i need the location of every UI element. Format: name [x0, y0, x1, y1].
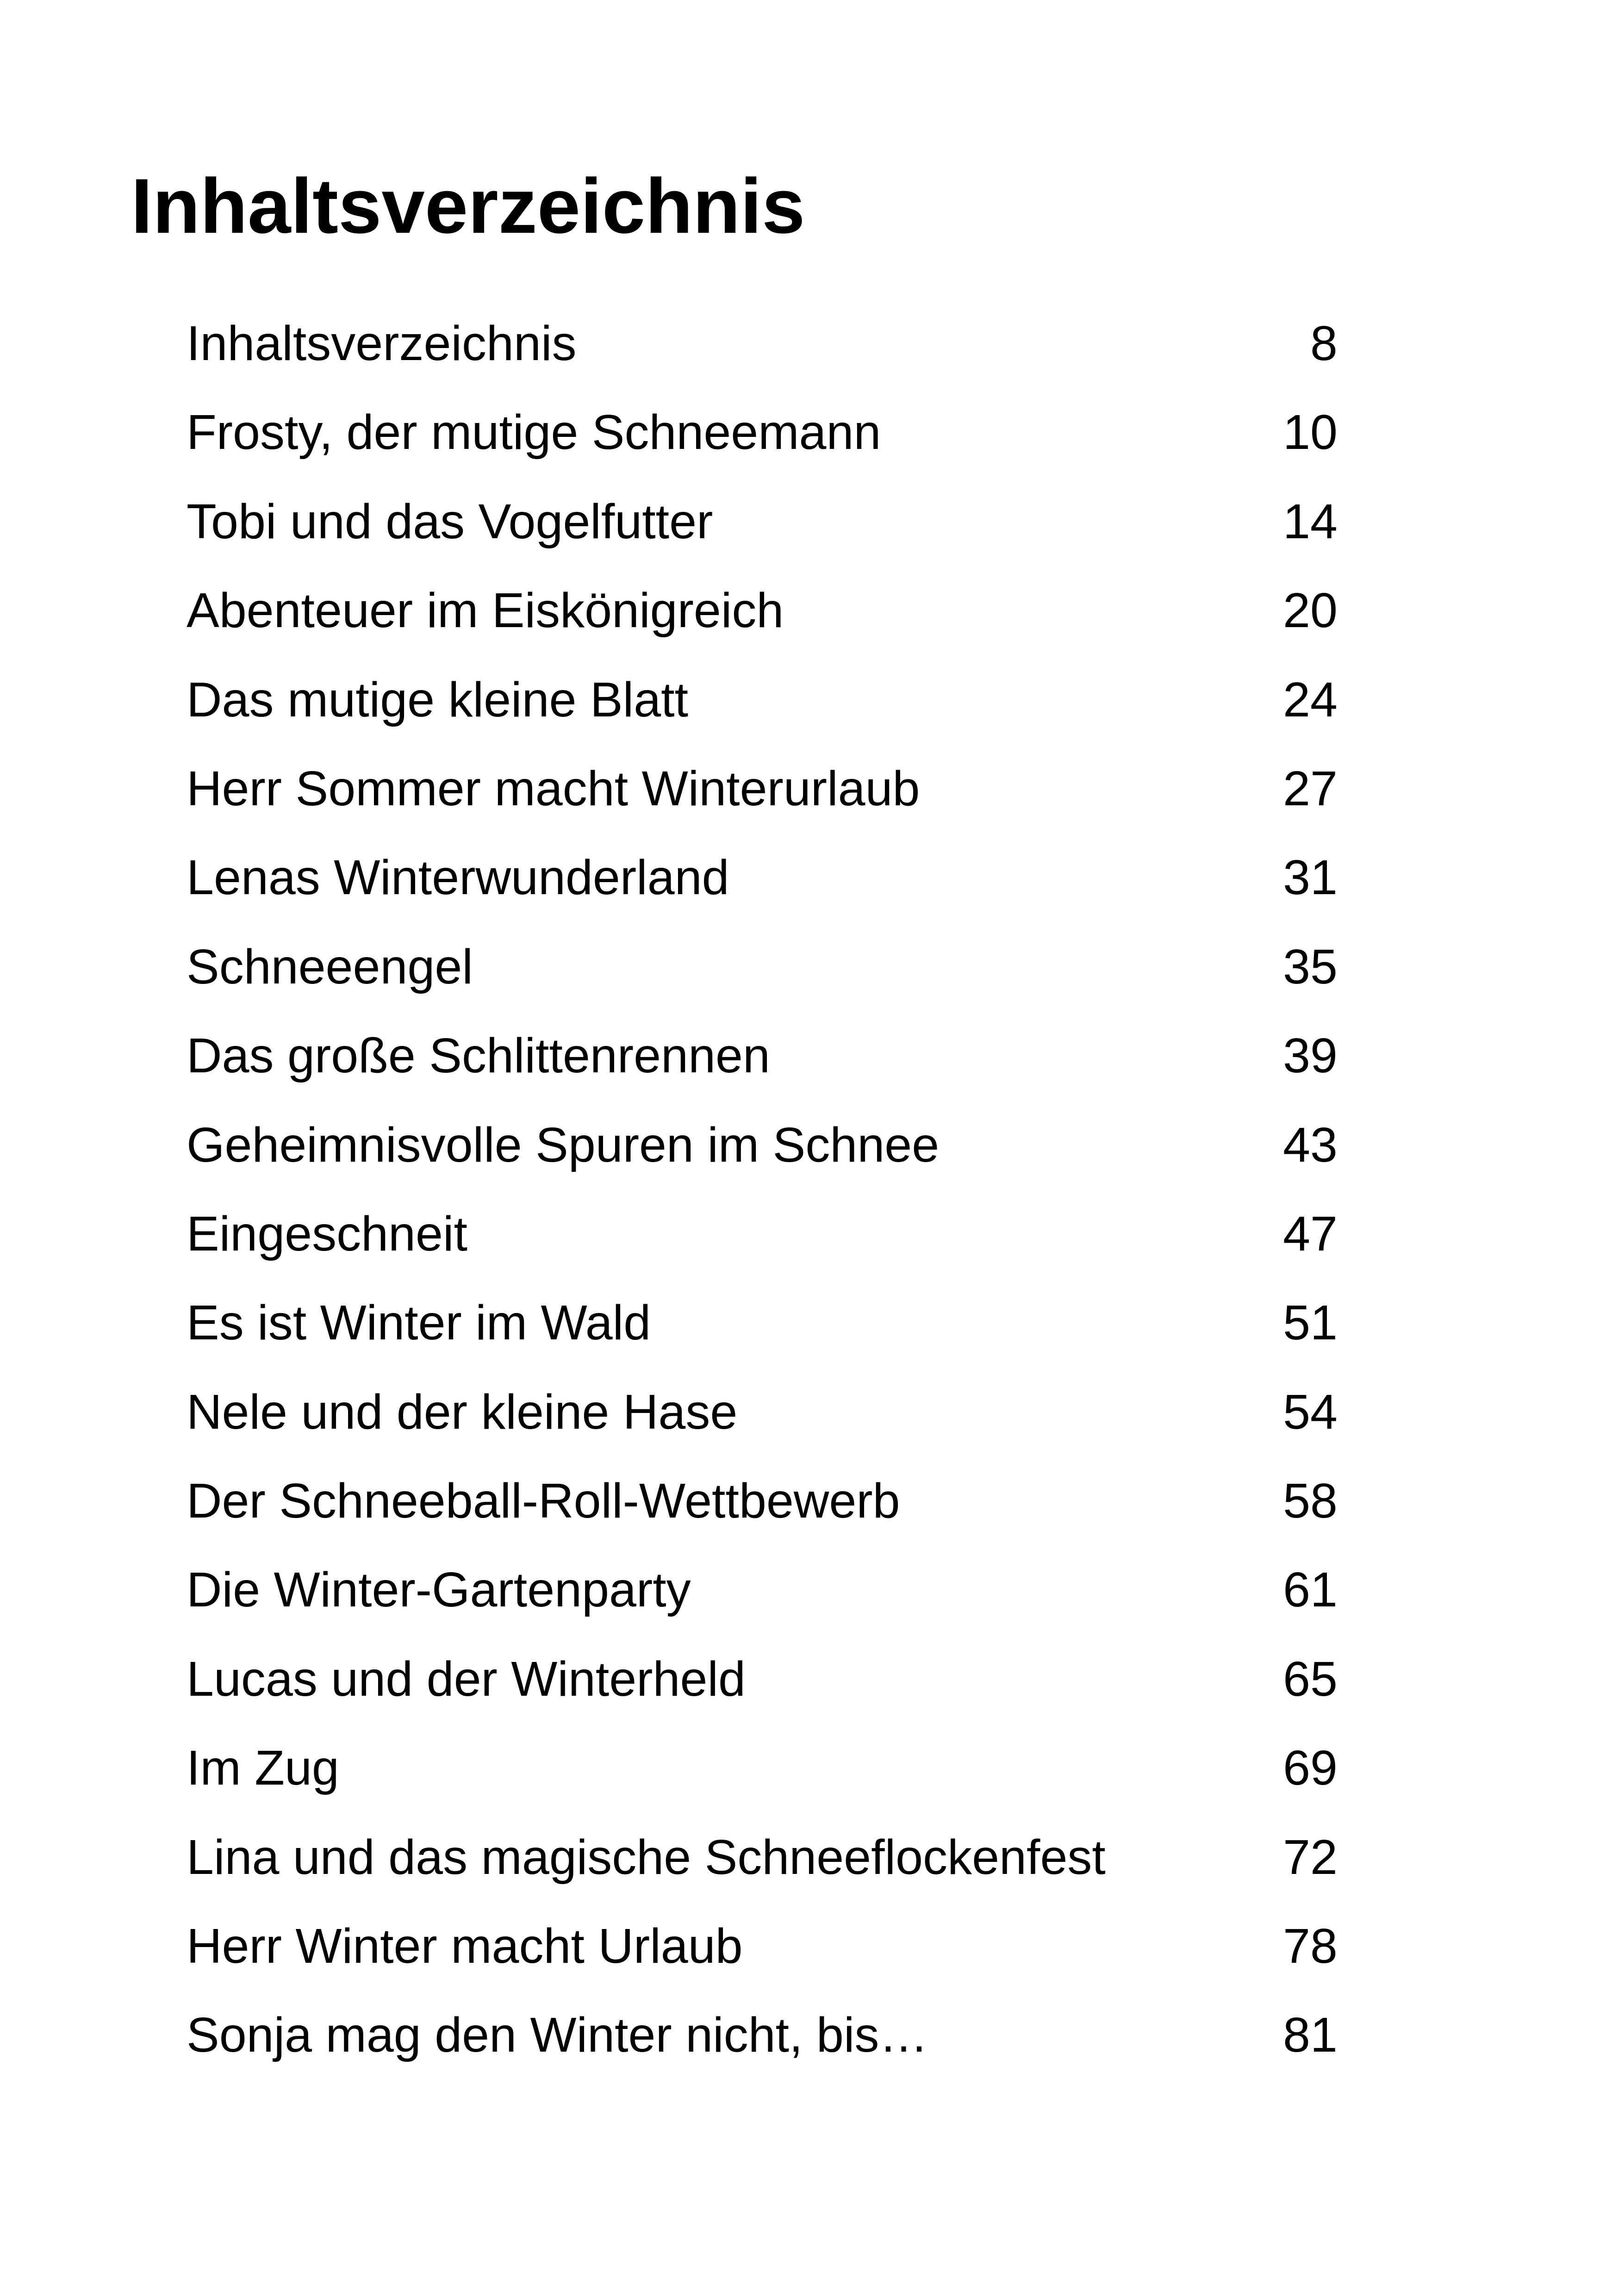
toc-entry-title: Das mutige kleine Blatt [187, 672, 689, 727]
toc-entry-page-number: 47 [1283, 1206, 1338, 1261]
toc-entry-page-number: 81 [1283, 2008, 1338, 2063]
toc-entry-title: Sonja mag den Winter nicht, bis… [187, 2008, 928, 2063]
toc-entry[interactable] [187, 1902, 1338, 1991]
toc-entry-title: Herr Winter macht Urlaub [187, 1919, 743, 1974]
toc-entry[interactable] [187, 1456, 1338, 1545]
toc-entry-title: Herr Sommer macht Winterurlaub [187, 761, 920, 816]
toc-entry[interactable] [187, 833, 1338, 922]
toc-entry-page-number: 43 [1283, 1117, 1338, 1172]
toc-entry-title: Frosty, der mutige Schneemann [187, 405, 881, 460]
toc-entry[interactable] [187, 1101, 1338, 1189]
toc-entry-page-number: 65 [1283, 1651, 1338, 1706]
toc-entry-page-number: 78 [1283, 1919, 1338, 1974]
toc-entry[interactable] [187, 1278, 1338, 1367]
toc-entry[interactable] [187, 1189, 1338, 1278]
toc-entry-page-number: 24 [1283, 672, 1338, 727]
toc-entry[interactable] [187, 477, 1338, 566]
toc-entry-page-number: 8 [1310, 316, 1338, 371]
toc-entry-page-number: 54 [1283, 1384, 1338, 1439]
toc-entry[interactable] [187, 1813, 1338, 1902]
toc-entry-page-number: 61 [1283, 1562, 1338, 1618]
toc-entry-page-number: 31 [1283, 850, 1338, 905]
toc-entry-title: Lucas und der Winterheld [187, 1651, 746, 1706]
toc-entry-page-number: 72 [1283, 1829, 1338, 1885]
toc-entry-title: Schneeengel [187, 939, 473, 994]
toc-entry-title: Inhaltsverzeichnis [187, 316, 577, 371]
toc-entry[interactable] [187, 1368, 1338, 1456]
toc-entry-page-number: 10 [1283, 405, 1338, 460]
toc-entry[interactable] [187, 922, 1338, 1011]
toc-entry[interactable] [187, 299, 1338, 388]
toc-entry-title: Tobi und das Vogelfutter [187, 494, 713, 549]
toc-entry[interactable] [187, 655, 1338, 744]
toc-entry-title: Abenteuer im Eiskönigreich [187, 583, 784, 638]
toc-entry-title: Im Zug [187, 1741, 339, 1796]
toc-entry-title: Das große Schlittenrennen [187, 1028, 770, 1083]
toc-entry[interactable] [187, 744, 1338, 833]
toc-entry-title: Geheimnisvolle Spuren im Schnee [187, 1117, 940, 1172]
toc-entry-page-number: 58 [1283, 1474, 1338, 1529]
toc-entry[interactable] [187, 1545, 1338, 1634]
toc-entry-page-number: 69 [1283, 1741, 1338, 1796]
toc-entry[interactable] [187, 566, 1338, 655]
toc-entry-title: Nele und der kleine Hase [187, 1384, 738, 1439]
toc-entry-page-number: 51 [1283, 1295, 1338, 1350]
toc-entry-title: Die Winter-Gartenparty [187, 1562, 691, 1618]
toc-entry[interactable] [187, 1635, 1338, 1724]
toc-entry-title: Lenas Winterwunderland [187, 850, 729, 905]
toc-entry[interactable] [187, 1011, 1338, 1100]
toc-entry-title: Es ist Winter im Wald [187, 1295, 651, 1350]
toc-entry-page-number: 27 [1283, 761, 1338, 816]
toc-entry-title: Lina und das magische Schneeflockenfest [187, 1829, 1106, 1885]
toc-entry-page-number: 35 [1283, 939, 1338, 994]
toc-entry-title: Der Schneeball-Roll-Wettbewerb [187, 1474, 900, 1529]
toc-entry-page-number: 14 [1283, 494, 1338, 549]
toc-entry[interactable] [187, 1724, 1338, 1812]
table-of-contents [187, 299, 1338, 2080]
toc-entry[interactable] [187, 1991, 1338, 2079]
toc-entry-title: Eingeschneit [187, 1206, 467, 1261]
toc-entry-page-number: 20 [1283, 583, 1338, 638]
toc-entry-page-number: 39 [1283, 1028, 1338, 1083]
page-title: Inhaltsverzeichnis [131, 162, 805, 249]
toc-entry[interactable] [187, 388, 1338, 477]
